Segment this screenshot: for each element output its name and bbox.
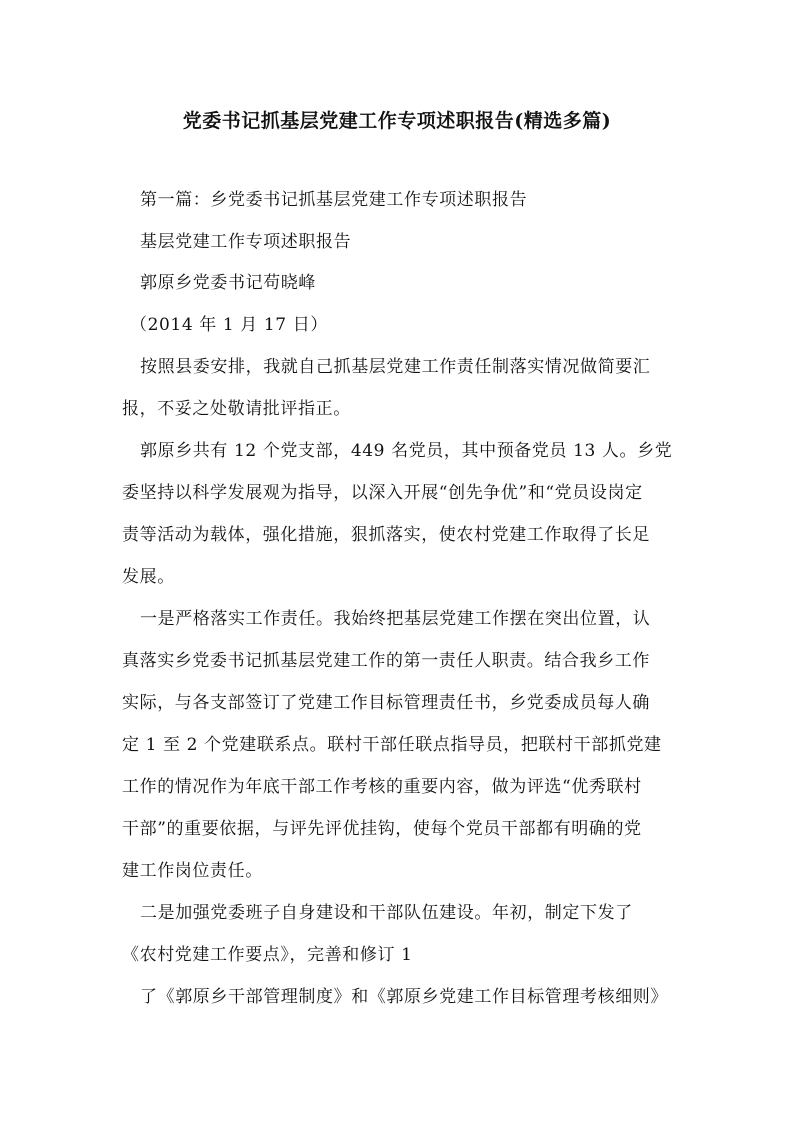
paragraph-line: 《农村党建工作要点》，完善和修订 1 xyxy=(122,945,413,965)
paragraph-line: 真落实乡党委书记抓基层党建工作的第一责任人职责。结合我乡工作 xyxy=(122,651,650,671)
paragraph-line: 报，不妥之处敬请批评指正。 xyxy=(122,399,351,419)
paragraph-line: 实际，与各支部签订了党建工作目标管理责任书，乡党委成员每人确 xyxy=(122,693,650,713)
author-line: 郭原乡党委书记苟晓峰 xyxy=(140,273,316,293)
report-subtitle: 基层党建工作专项述职报告 xyxy=(140,232,352,252)
paragraph-line: 委坚持以科学发展观为指导，以深入开展“创先争优”和“党员设岗定 xyxy=(122,483,643,503)
paragraph-line: 建工作岗位责任。 xyxy=(122,861,263,881)
section-heading: 第一篇：乡党委书记抓基层党建工作专项述职报告 xyxy=(140,190,528,210)
paragraph-line: 干部”的重要依据，与评先评优挂钩，使每个党员干部都有明确的党 xyxy=(122,819,642,839)
paragraph-line: 一是严格落实工作责任。我始终把基层党建工作摆在突出位置，认 xyxy=(140,609,651,629)
paragraph-line: 郭原乡共有 12 个党支部，449 名党员，其中预备党员 13 人。乡党 xyxy=(140,441,673,461)
document-title: 党委书记抓基层党建工作专项述职报告(精选多篇) xyxy=(182,110,612,132)
paragraph-line: 定 1 至 2 个党建联系点。联村干部任联点指导员，把联村干部抓党建 xyxy=(122,735,662,755)
paragraph-line: 按照县委安排，我就自己抓基层党建工作责任制落实情况做简要汇 xyxy=(140,357,651,377)
date-line: （2014 年 1 月 17 日） xyxy=(130,315,328,335)
paragraph-line: 了《郭原乡干部管理制度》和《郭原乡党建工作目标管理考核细则》 xyxy=(140,987,668,1007)
paragraph-line: 工作的情况作为年底干部工作考核的重要内容，做为评选“优秀联村 xyxy=(122,777,642,797)
paragraph-line: 发展。 xyxy=(122,567,175,587)
paragraph-line: 二是加强党委班子自身建设和干部队伍建设。年初，制定下发了 xyxy=(140,903,633,923)
paragraph-line: 责等活动为载体，强化措施，狠抓落实，使农村党建工作取得了长足 xyxy=(122,525,650,545)
